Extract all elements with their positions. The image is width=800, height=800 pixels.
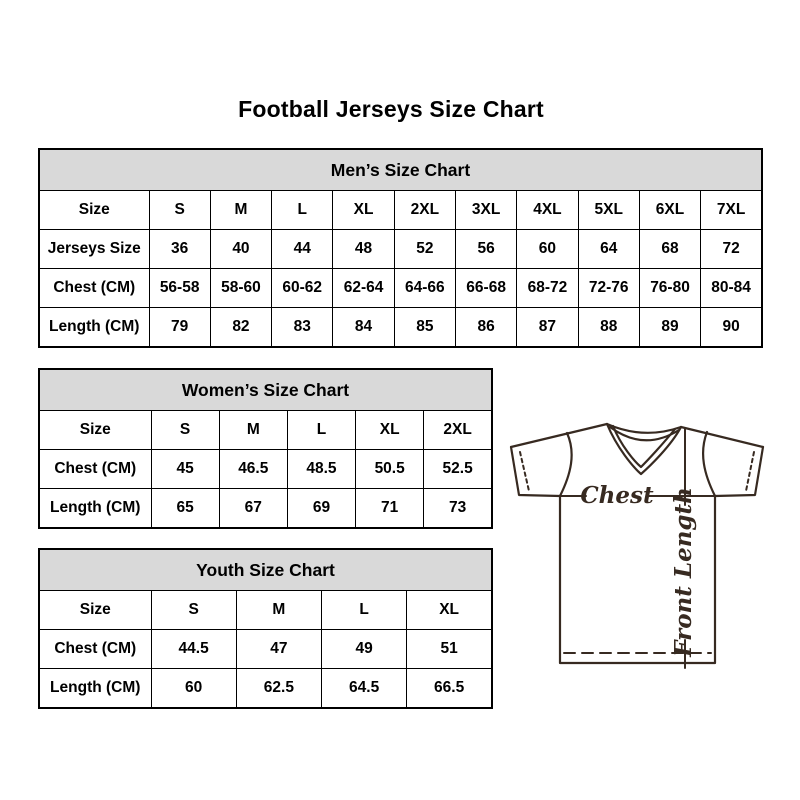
value-cell: 40: [210, 230, 271, 269]
value-cell: 58-60: [210, 269, 271, 308]
value-cell: 69: [287, 489, 355, 528]
value-cell: 47: [236, 630, 321, 669]
value-cell: M: [210, 191, 271, 230]
value-cell: 80-84: [701, 269, 762, 308]
value-cell: M: [219, 411, 287, 450]
table-row: [39, 489, 492, 528]
value-cell: 36: [149, 230, 210, 269]
value-cell: 85: [394, 308, 455, 347]
value-cell: 4XL: [517, 191, 578, 230]
value-cell: 6XL: [639, 191, 700, 230]
value-cell: 3XL: [455, 191, 516, 230]
value-cell: 60-62: [272, 269, 333, 308]
row-label-cell: Chest (CM): [39, 269, 149, 308]
value-cell: 46.5: [219, 450, 287, 489]
jersey-left-sleeve-outline: [511, 447, 560, 496]
value-cell: 79: [149, 308, 210, 347]
front-length-label: Front Length: [670, 487, 697, 657]
table-row: [39, 191, 762, 230]
value-cell: 83: [272, 308, 333, 347]
value-cell: L: [322, 591, 407, 630]
value-cell: 90: [701, 308, 762, 347]
value-cell: 87: [517, 308, 578, 347]
value-cell: L: [287, 411, 355, 450]
value-cell: 5XL: [578, 191, 639, 230]
value-cell: 62-64: [333, 269, 394, 308]
table-row: [39, 308, 762, 347]
row-label-cell: Size: [39, 411, 151, 450]
mens-table-header: Men’s Size Chart: [39, 149, 762, 191]
value-cell: 48: [333, 230, 394, 269]
row-label-cell: Chest (CM): [39, 450, 151, 489]
value-cell: 89: [639, 308, 700, 347]
value-cell: 73: [424, 489, 492, 528]
value-cell: 48.5: [287, 450, 355, 489]
value-cell: 56-58: [149, 269, 210, 308]
row-label-cell: Chest (CM): [39, 630, 151, 669]
chest-label: Chest: [580, 482, 654, 509]
value-cell: 56: [455, 230, 516, 269]
youth-table-header: Youth Size Chart: [39, 549, 492, 591]
row-label-cell: Length (CM): [39, 669, 151, 708]
value-cell: 88: [578, 308, 639, 347]
row-label-cell: Length (CM): [39, 489, 151, 528]
value-cell: 52.5: [424, 450, 492, 489]
mens-size-table: [38, 148, 763, 348]
value-cell: 65: [151, 489, 219, 528]
table-row: [39, 411, 492, 450]
value-cell: 2XL: [394, 191, 455, 230]
jersey-right-sleeve-outline: [715, 447, 763, 496]
jersey-right-shoulder-line: [681, 427, 763, 447]
jersey-right-cuff-dashed-line: [746, 452, 754, 491]
jersey-left-shoulder-line: [511, 424, 607, 447]
table-row: [39, 669, 492, 708]
table-row: [39, 630, 492, 669]
table-row: [39, 230, 762, 269]
value-cell: 62.5: [236, 669, 321, 708]
value-cell: M: [236, 591, 321, 630]
value-cell: 49: [322, 630, 407, 669]
value-cell: 7XL: [701, 191, 762, 230]
value-cell: 64.5: [322, 669, 407, 708]
table-header-row: [39, 549, 492, 591]
value-cell: 82: [210, 308, 271, 347]
womens-size-table: [38, 368, 493, 529]
value-cell: 72-76: [578, 269, 639, 308]
value-cell: XL: [407, 591, 492, 630]
value-cell: 64-66: [394, 269, 455, 308]
value-cell: 66-68: [455, 269, 516, 308]
jersey-left-cuff-dashed-line: [520, 452, 529, 491]
value-cell: 68-72: [517, 269, 578, 308]
jersey-measurement-diagram: [500, 408, 780, 670]
value-cell: 76-80: [639, 269, 700, 308]
value-cell: 44.5: [151, 630, 236, 669]
womens-table-header: Women’s Size Chart: [39, 369, 492, 411]
value-cell: 52: [394, 230, 455, 269]
value-cell: 84: [333, 308, 394, 347]
value-cell: 60: [151, 669, 236, 708]
value-cell: XL: [333, 191, 394, 230]
page-title: Football Jerseys Size Chart: [238, 96, 544, 122]
value-cell: 45: [151, 450, 219, 489]
row-label-cell: Length (CM): [39, 308, 149, 347]
value-cell: 68: [639, 230, 700, 269]
value-cell: 71: [356, 489, 424, 528]
value-cell: 64: [578, 230, 639, 269]
table-row: [39, 591, 492, 630]
value-cell: 50.5: [356, 450, 424, 489]
value-cell: 86: [455, 308, 516, 347]
value-cell: 2XL: [424, 411, 492, 450]
value-cell: L: [272, 191, 333, 230]
value-cell: S: [151, 411, 219, 450]
value-cell: XL: [356, 411, 424, 450]
value-cell: 51: [407, 630, 492, 669]
row-label-cell: Size: [39, 591, 151, 630]
table-row: [39, 269, 762, 308]
table-row: [39, 450, 492, 489]
youth-size-table: [38, 548, 493, 709]
value-cell: 44: [272, 230, 333, 269]
row-label-cell: Size: [39, 191, 149, 230]
value-cell: S: [149, 191, 210, 230]
row-label-cell: Jerseys Size: [39, 230, 149, 269]
value-cell: 67: [219, 489, 287, 528]
table-header-row: [39, 149, 762, 191]
table-header-row: [39, 369, 492, 411]
value-cell: 60: [517, 230, 578, 269]
value-cell: S: [151, 591, 236, 630]
value-cell: 72: [701, 230, 762, 269]
value-cell: 66.5: [407, 669, 492, 708]
